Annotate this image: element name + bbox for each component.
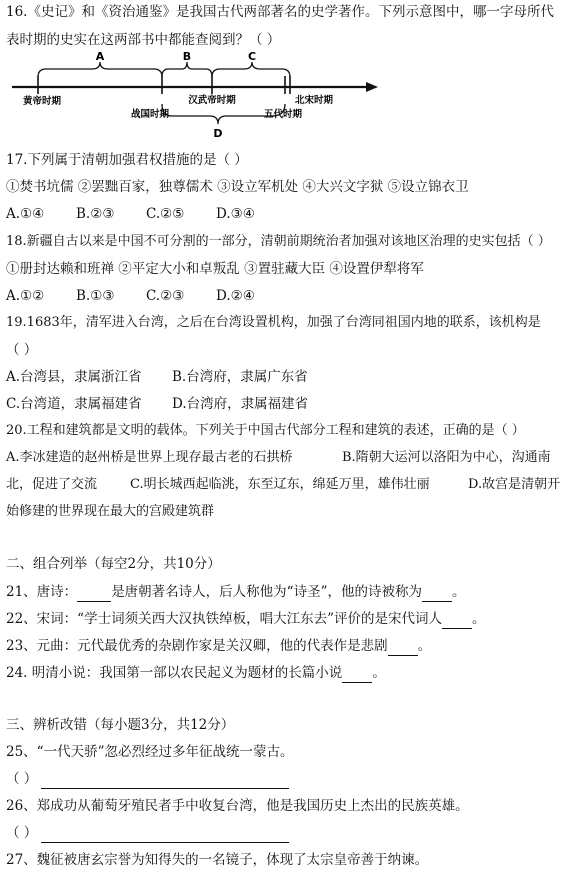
q22 (6, 608, 578, 629)
q18-stem: 18.新疆自古以来是中国不可分割的一部分，清朝前期统治者加强对该地区治理的史实包括（ ） (6, 234, 551, 249)
q26-answer (6, 823, 578, 843)
q21-prefix: 21、唐诗： (6, 584, 78, 600)
q16-line1: 16.《史记》和《资治通鉴》是我国古代两部著名的史学著作。下列示意图中，哪一字母所代 (6, 4, 554, 20)
q24-blank[interactable] (342, 662, 372, 683)
q24 (6, 662, 578, 683)
q19-option-c[interactable]: C.台湾道，隶属福建省 (6, 396, 142, 412)
q25-answer (6, 769, 578, 789)
q25-correction-line[interactable] (41, 774, 289, 789)
q26-judge-paren[interactable]: （ ） (6, 825, 38, 841)
q18-option-a[interactable]: A.①② (6, 288, 45, 304)
q16-line2: 表时期的史实在这两部书中都能查阅到？（ ） (6, 32, 281, 48)
q18-option-c[interactable]: C.②③ (146, 288, 185, 304)
timeline-diagram (0, 52, 582, 142)
section2-heading: 二、组合列举（每空2分，共10分） (6, 556, 221, 572)
timeline-arrow-icon (366, 82, 378, 92)
q22-end: 。 (471, 611, 486, 627)
q24-text: 24. 明清小说：我国第一部以农民起义为题材的长篇小说 (6, 665, 343, 681)
q21-end: 。 (452, 584, 466, 600)
q17-option-c[interactable]: C.②⑤ (146, 206, 185, 222)
q18-option-d[interactable]: D.②④ (216, 288, 255, 304)
q17-stem: 17.下列属于清朝加强君权措施的是（ ） (6, 152, 248, 168)
q19-option-a[interactable]: A.台湾县，隶属浙江省 (6, 369, 142, 385)
q23-end: 。 (417, 638, 432, 654)
q20-option-b-cont: 北，促进了交流 (6, 477, 98, 492)
q26-correction-line[interactable] (41, 828, 289, 843)
q19-options-row2 (6, 394, 578, 414)
q21-blank-1[interactable] (77, 581, 111, 602)
q18-options (6, 286, 578, 306)
q22-text: 22、宋词：“学士词须关西大汉执铁绰板，唱大江东去”评价的是宋代词人 (6, 611, 442, 627)
q17-option-b[interactable]: B.②③ (76, 206, 115, 222)
q19-option-d[interactable]: D.台湾府，隶属福建省 (172, 396, 309, 412)
label-beisong: 北宋时期 (294, 95, 334, 106)
q20-option-d[interactable]: D.故宫是清朝开 (468, 477, 561, 492)
q20-line2 (6, 475, 578, 495)
label-d: D (213, 127, 223, 140)
q20-option-c[interactable]: C.明长城西起临洮，东至辽东，绵延万里，雄伟壮丽 (130, 477, 430, 492)
q18-option-b[interactable]: B.①③ (76, 288, 115, 304)
q17-option-a[interactable]: A.①④ (6, 206, 45, 222)
q19-line2: （ ） (6, 342, 38, 358)
label-hanwu: 汉武帝时期 (188, 95, 236, 106)
q23-text: 23、元曲：元代最优秀的杂剧作家是关汉卿，他的代表作是悲剧 (6, 638, 388, 654)
q20-option-a[interactable]: A.李冰建造的赵州桥是世界上现存最古老的石拱桥 (6, 450, 293, 465)
q17-items: ①焚书坑儒 ②罢黜百家，独尊儒术 ③设立军机处 ④大兴文字狱 ⑤设立锦衣卫 (6, 179, 469, 195)
section3-heading: 三、辨析改错（每小题3分，共12分） (6, 717, 235, 733)
q24-end: 。 (372, 665, 386, 681)
brace-b (162, 62, 212, 77)
q23 (6, 635, 578, 656)
label-huangdi: 黄帝时期 (22, 96, 62, 107)
q20-line3: 始修建的世界现在最大的宫殿建筑群 (6, 504, 215, 519)
q17-options (6, 204, 578, 224)
q25: 25、“一代天骄”忽必烈经过多年征战统一蒙古。 (6, 744, 294, 760)
q26: 26、郑成功从葡萄牙殖民者手中收复台湾，他是我国历史上杰出的民族英雄。 (6, 798, 469, 814)
q17-option-d[interactable]: D.③④ (216, 206, 255, 222)
q19-options-row1 (6, 367, 578, 387)
q21-middle: 是唐朝著名诗人，后人称他为“诗圣”，他的诗被称为 (111, 584, 422, 600)
q20-line1 (6, 448, 578, 468)
label-c: C (247, 52, 257, 63)
label-zhanguo: 战国时期 (130, 109, 170, 120)
q21 (6, 581, 578, 602)
q22-blank[interactable] (442, 608, 472, 629)
q20-stem: 20.工程和建筑都是文明的载体。下列关于中国古代部分工程和建筑的表述，正确的是（ ） (6, 423, 525, 438)
q23-blank[interactable] (388, 635, 418, 656)
q25-judge-paren[interactable]: （ ） (6, 771, 38, 787)
brace-a (38, 62, 162, 77)
label-wudai: 五代时期 (263, 109, 303, 120)
q19-line1: 19.1683年，清军进入台湾，之后在台湾设置机构，加强了台湾同祖国内地的联系，该机构是 (6, 315, 541, 330)
q27: 27、魏征被唐玄宗誉为知得失的一名镜子，体现了太宗皇帝善于纳谏。 (6, 852, 429, 868)
q21-blank-2[interactable] (422, 581, 452, 602)
q19-option-b[interactable]: B.台湾府，隶属广东省 (172, 369, 308, 385)
brace-c (212, 62, 290, 77)
q18-items: ①册封达赖和班禅 ②平定大小和卓叛乱 ③置驻藏大臣 ④设置伊犁将军 (6, 261, 424, 277)
label-b: B (182, 52, 192, 63)
label-a: A (95, 52, 105, 63)
q20-option-b[interactable]: B.隋朝大运河以洛阳为中心，沟通南 (342, 450, 551, 465)
